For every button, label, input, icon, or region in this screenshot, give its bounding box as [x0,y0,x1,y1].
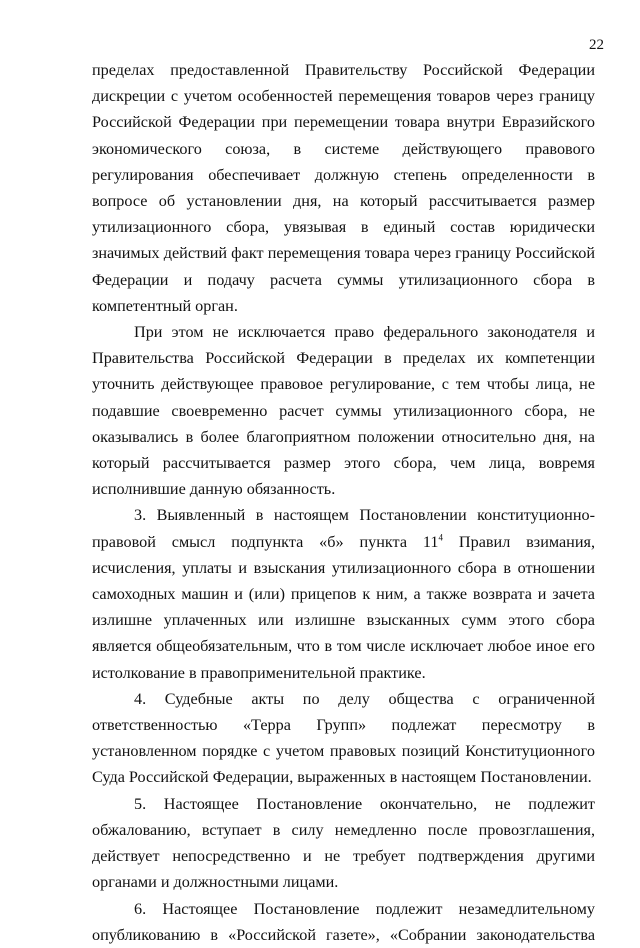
paragraph-6-publication: 6. Настоящее Постановление подлежит незамедлительному опубликованию в «Российской газете», «Собрании законодательства [92,899,595,944]
paragraph-legislator-right: При этом не исключается право федерального законодателя и Правительства Российской Федерации в пределах их компетенции уточнить действующее правовое регулирование, с тем чтобы лица, не подавшие своевременно расчет суммы утилизационного сбора, не оказывались в более благоприятном положении относительно дня, на который рассчитывается размер этого сбора, чем лица, вовремя исполнившие данную обязанность. [92,323,595,499]
paragraph-5-final-ruling: 5. Настоящее Постановление окончательно, не подлежит обжалованию, вступает в силу немедленно после провозглашения, действует непосредственно и не требует подтверждения другими органами и должностными лицами. [92,794,595,892]
paragraph-3-text-end: Правил взимания, исчисления, уплаты и взыскания утилизационного сбора в отношении самоходных машин и (или) прицепов к ним, а также возврата и зачета излишне уплаченных или излишне взысканных сумм этого сбора является общеобязательным, что в том числе исключает любое иное его истолкование в правоприменительной практике. [92,532,595,682]
paragraph-3-constitutional-meaning [92,502,595,685]
footnote-superscript: 4 [438,532,444,543]
paragraph-3-text-start: 3. Выявленный в настоящем Постановлении конституционно-правовой смысл подпункта «б» пункта 11 [92,506,595,551]
paragraph-continuation: пределах предоставленной Правительству Российской Федерации дискреции с учетом особенностей перемещения товаров через границу Российской Федерации при перемещении товара внутри Евразийского экономического союза, в системе действующего правового регулирования обеспечивает должную степень определенности в вопросе об установлении дня, на который рассчитывается размер утилизационного сбора, увязывая в единый состав юридически значимых действий факт перемещения товара через границу Российской Федерации и подачу расчета суммы утилизационного сбора в компетентный орган. [92,61,595,315]
document-body [92,57,595,948]
paragraph-4-court-acts: 4. Судебные акты по делу общества с ограниченной ответственностью «Терра Групп» подлежат пересмотру в установленном порядке с учетом правовых позиций Конституционного Суда Российской Федерации, выраженных в настоящем Постановлении. [92,689,595,787]
page-number: 22 [589,37,604,53]
